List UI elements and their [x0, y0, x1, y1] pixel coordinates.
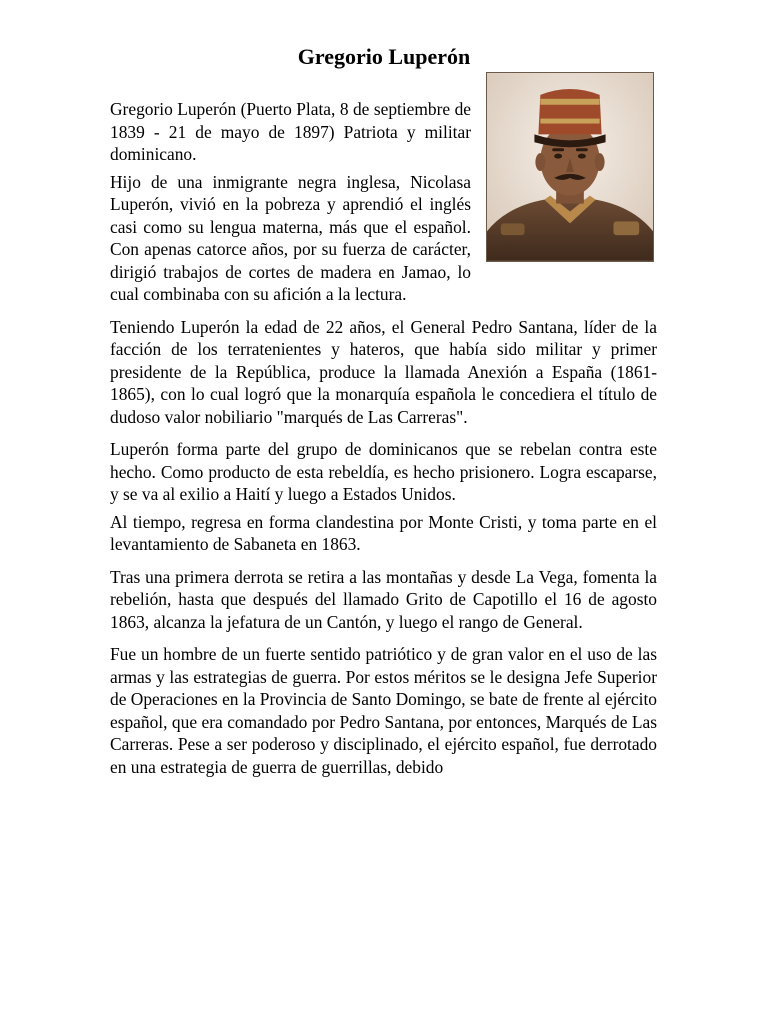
paragraph: Luperón forma parte del grupo de dominicanos que se rebelan contra este hecho. Como producto de esta rebeldía, es hecho prisionero. Logra escaparse, y se va al exilio a Haití y luego a Estados Unidos. — [110, 439, 657, 504]
paragraph: Tras una primera derrota se retira a las montañas y desde La Vega, fomenta la rebelión, hasta que después del llamado Grito de Capotillo el 16 de agosto 1863, alcanza la jefatura de un Cantón, y luego el rango de General. — [110, 566, 657, 632]
paragraph: Teniendo Luperón la edad de 22 años, el General Pedro Santana, líder de la facción de los terratenientes y hateros, que había sido militar y primer presidente de la República, produce la llamada Anexión a España (1861-1865), con lo cual logró que la monarquía española le concediera el título de dudoso valor nobiliario "marqués de Las Carreras". — [110, 316, 657, 427]
paragraph: Al tiempo, regresa en forma clandestina por Monte Cristi, y toma parte en el levantamiento de Sabaneta en 1863. — [110, 511, 657, 554]
page-title: Gregorio Luperón — [297, 44, 471, 69]
paragraph: Gregorio Luperón (Puerto Plata, 8 de septiembre de 1839 - 21 de mayo de 1897) Patriota y militar dominicano. — [110, 99, 471, 164]
article-body — [110, 98, 657, 788]
paragraph: Fue un hombre de un fuerte sentido patriótico y de gran valor en el uso de las armas y las estrategias de guerra. Por estos méritos se le designa Jefe Superior de Operaciones en la Provincia de Santo Domingo, se bate de frente al ejército español, que era comandado por Pedro Santana, por entonces, Marqués de Las Carreras. Pese a ser poderoso y disciplinado, el ejército español, fue derrotado en una estrategia de guerra de guerrillas, debido — [110, 644, 657, 777]
paragraph: Hijo de una inmigrante negra inglesa, Nicolasa Luperón, vivió en la pobreza y aprendió el inglés casi como su lengua materna, más que el español. Con apenas catorce años, por su fuerza de carácter, dirigió trabajos de cortes de madera en Jamao, lo cual combinaba con su afición a la lectura. — [110, 171, 471, 304]
